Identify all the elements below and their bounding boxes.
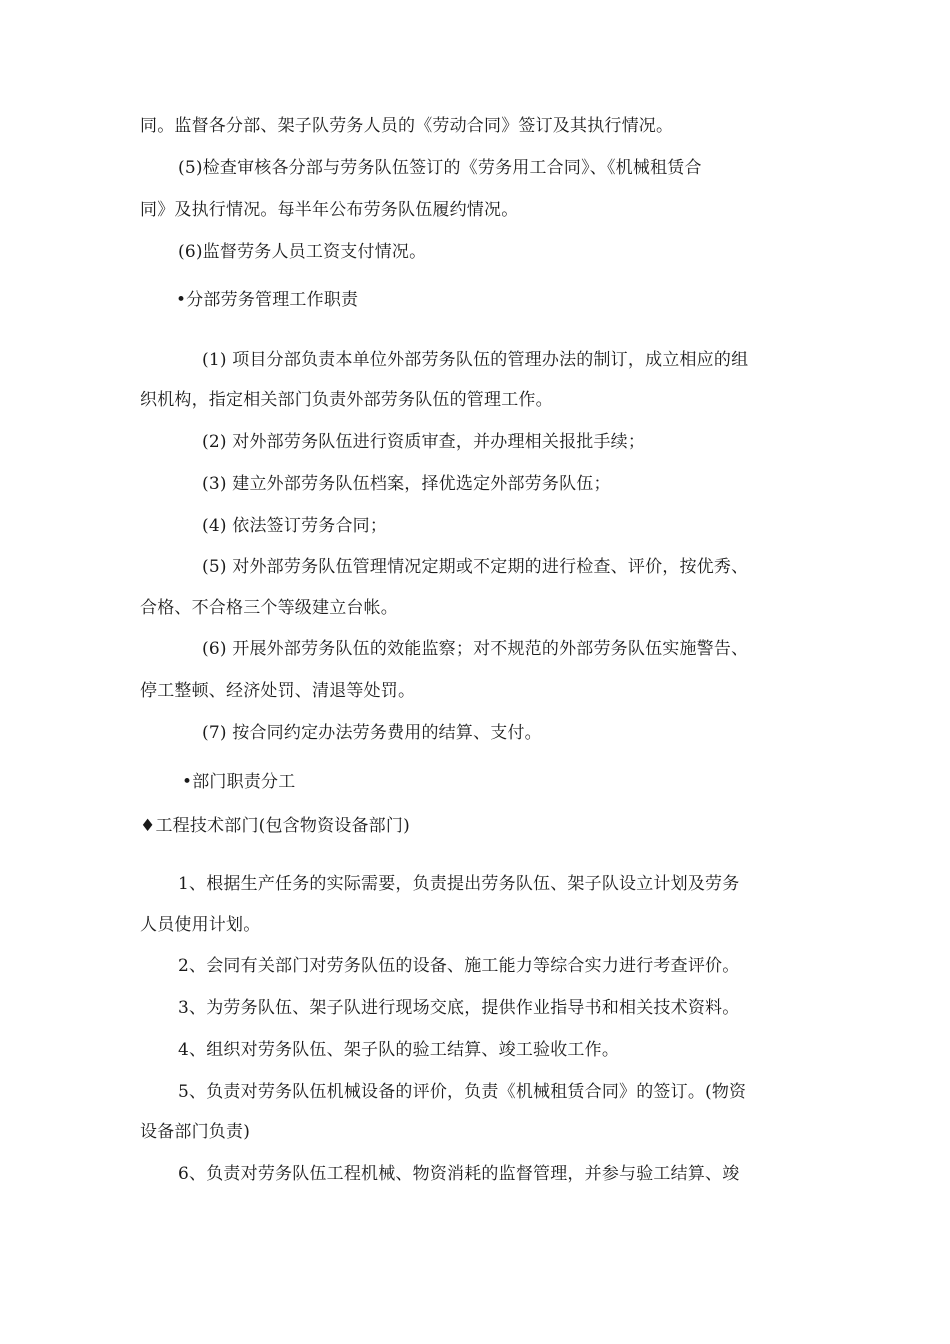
text-line: 2、会同有关部门对劳务队伍的设备、施工能力等综合实力进行考查评价。 <box>178 956 740 976</box>
subsection-heading: ♦工程技术部门(包含物资设备部门) <box>140 816 410 836</box>
text-line: (5) 对外部劳务队伍管理情况定期或不定期的进行检查、评价，按优秀、 <box>202 557 749 577</box>
text-line: (3) 建立外部劳务队伍档案，择优选定外部劳务队伍； <box>202 474 611 494</box>
text-line: (6)监督劳务人员工资支付情况。 <box>178 242 427 262</box>
section-heading: •分部劳务管理工作职责 <box>176 290 359 310</box>
text-line: (4) 依法签订劳务合同； <box>202 516 388 536</box>
text-line: (6) 开展外部劳务队伍的效能监察；对不规范的外部劳务队伍实施警告、 <box>202 639 749 659</box>
text-line: (5)检查审核各分部与劳务队伍签订的《劳务用工合同》、《机械租赁合 <box>178 158 702 178</box>
section-heading: •部门职责分工 <box>182 772 296 792</box>
text-line: 人员使用计划。 <box>140 915 261 935</box>
text-line: (7) 按合同约定办法劳务费用的结算、支付。 <box>202 723 542 743</box>
text-line: 设备部门负责) <box>140 1122 251 1142</box>
text-line: 1、根据生产任务的实际需要，负责提出劳务队伍、架子队设立计划及劳务 <box>178 874 740 894</box>
text-line: 同。监督各分部、架子队劳务人员的《劳动合同》签订及其执行情况。 <box>140 116 674 136</box>
text-line: 同》及执行情况。每半年公布劳务队伍履约情况。 <box>140 200 519 220</box>
text-line: 3、为劳务队伍、架子队进行现场交底，提供作业指导书和相关技术资料。 <box>178 998 740 1018</box>
text-line: 合格、不合格三个等级建立台帐。 <box>140 598 398 618</box>
text-line: 5、负责对劳务队伍机械设备的评价，负责《机械租赁合同》的签订。(物资 <box>178 1082 747 1102</box>
text-line: 4、组织对劳务队伍、架子队的验工结算、竣工验收工作。 <box>178 1040 620 1060</box>
text-line: (1) 项目分部负责本单位外部劳务队伍的管理办法的制订，成立相应的组 <box>202 350 749 370</box>
text-line: 6、负责对劳务队伍工程机械、物资消耗的监督管理，并参与验工结算、竣 <box>178 1164 740 1184</box>
text-line: 停工整顿、经济处罚、清退等处罚。 <box>140 681 416 701</box>
text-line: (2) 对外部劳务队伍进行资质审查，并办理相关报批手续； <box>202 432 646 452</box>
text-line: 织机构，指定相关部门负责外部劳务队伍的管理工作。 <box>140 390 553 410</box>
